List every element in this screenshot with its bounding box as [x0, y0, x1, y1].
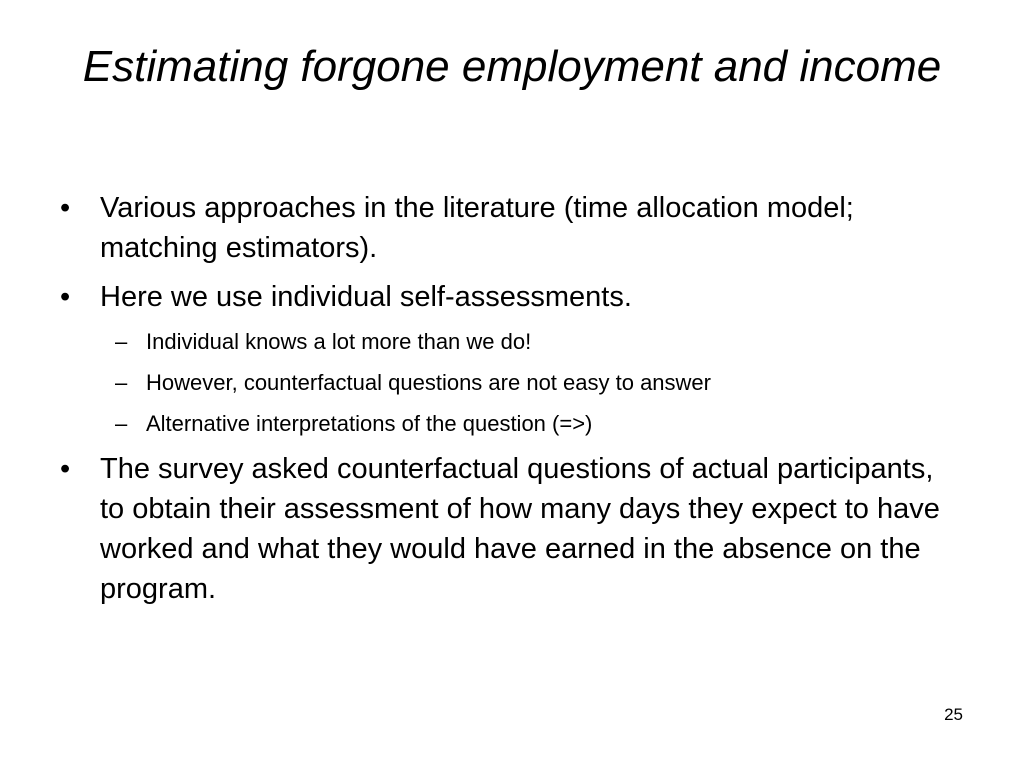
sub-bullet-text: Alternative interpretations of the question (=>) [146, 411, 593, 436]
sub-bullet-list [60, 326, 960, 439]
bullet-text: Various approaches in the literature (time allocation model; matching estimators). [100, 192, 854, 264]
sub-bullet-marker: – [115, 329, 128, 354]
sub-bullet-marker: – [115, 411, 128, 436]
slide-title: Estimating forgone employment and income [82, 42, 942, 91]
bullet-text: Here we use individual self-assessments. [100, 281, 632, 313]
sub-bullet-item [60, 326, 960, 357]
sub-bullet-marker: – [115, 370, 128, 395]
sub-bullet-text: However, counterfactual questions are not easy to answer [146, 370, 711, 395]
slide-body [60, 188, 960, 618]
page-number: 25 [944, 705, 963, 724]
bullet-text: The survey asked counterfactual questions of actual participants, to obtain their assessment of how many days they expect to have worked and what they would have earned in the absence on the program. [100, 453, 940, 605]
bullet-item [60, 449, 960, 609]
bullet-marker: • [60, 453, 71, 485]
bullet-item [60, 188, 960, 268]
sub-bullet-item [60, 367, 960, 398]
bullet-marker: • [60, 281, 71, 313]
sub-bullet-item [60, 408, 960, 439]
bullet-marker: • [60, 192, 71, 224]
bullet-item [60, 277, 960, 317]
sub-bullet-text: Individual knows a lot more than we do! [146, 329, 532, 354]
